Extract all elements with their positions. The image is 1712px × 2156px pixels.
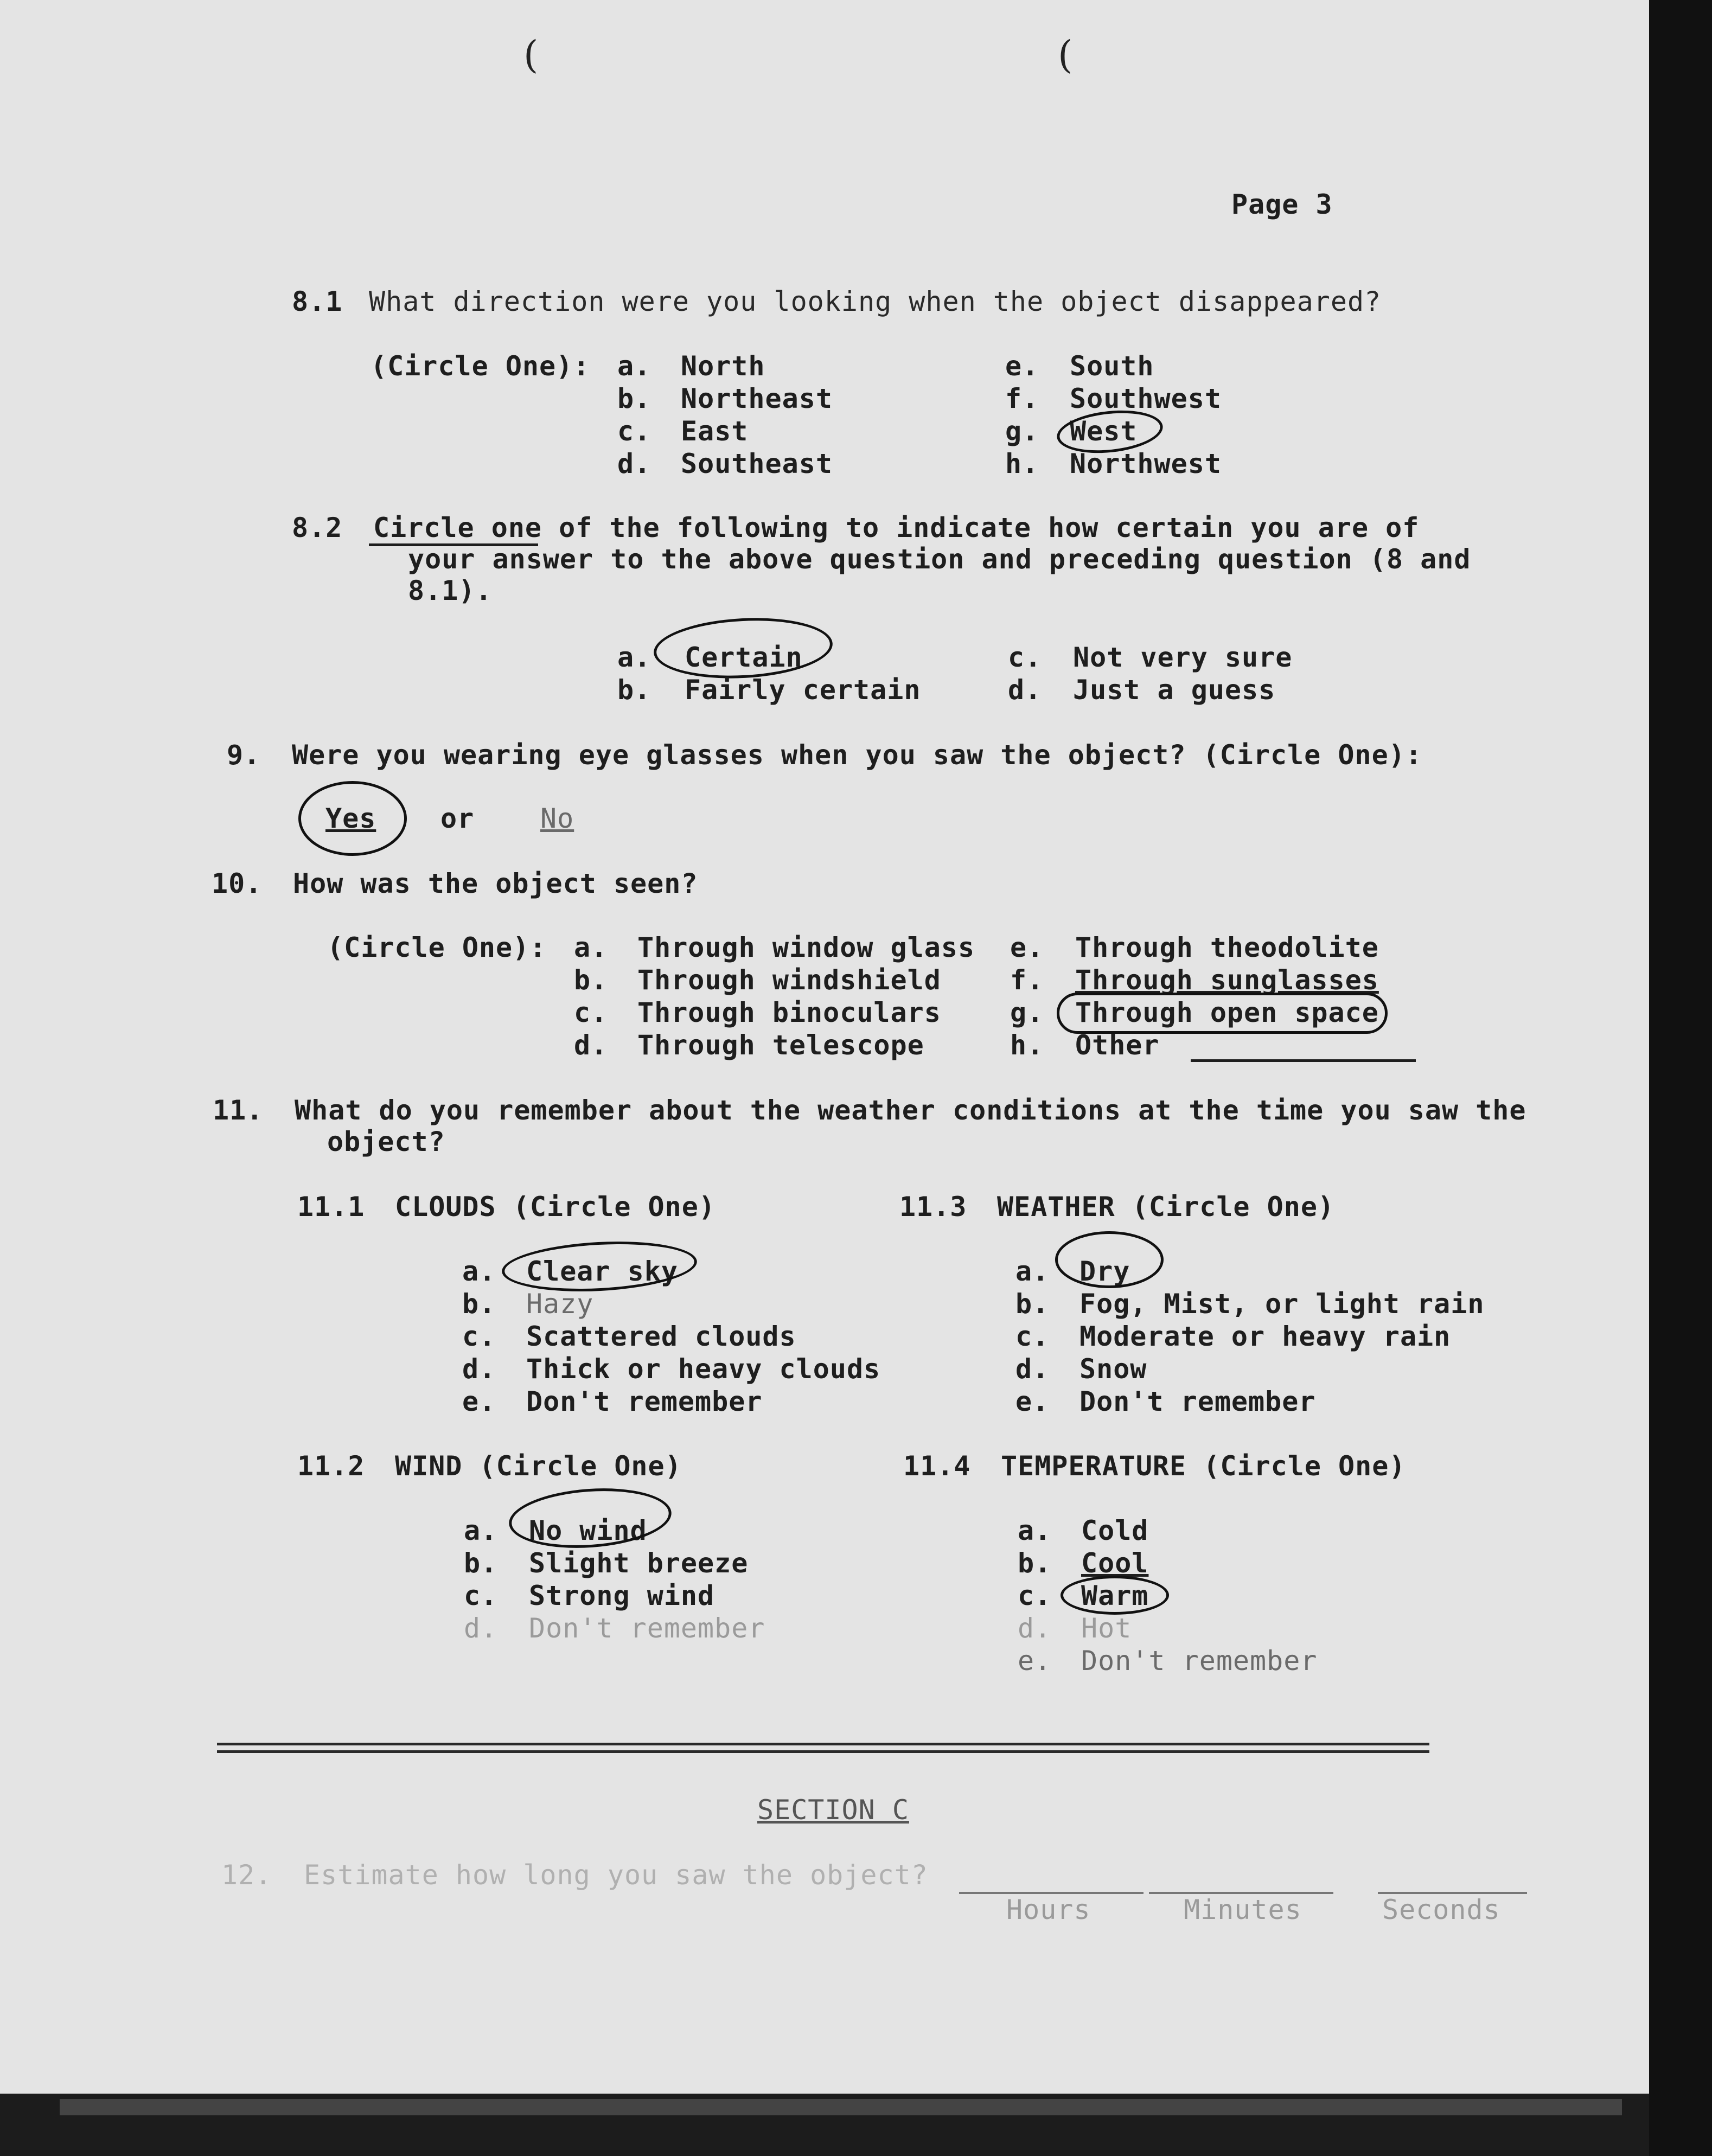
q11-1-selection-circle: [501, 1237, 698, 1296]
q10-h-text[interactable]: Other: [1075, 1029, 1160, 1061]
q10-d-text[interactable]: Through telescope: [637, 1029, 924, 1061]
q11-4-a-text[interactable]: Cold: [1081, 1515, 1149, 1546]
q11-2-d-text[interactable]: Don't remember: [529, 1613, 765, 1644]
q8-1-c-letter: c.: [617, 415, 651, 447]
q11-2-d-letter: d.: [464, 1613, 498, 1644]
q8-1-instruction: (Circle One):: [370, 350, 590, 382]
q11-1-c-text[interactable]: Scattered clouds: [526, 1321, 796, 1352]
q10-e-letter: e.: [1010, 932, 1044, 963]
q11-3-d-letter: d.: [1015, 1353, 1050, 1385]
q11-3-d-text[interactable]: Snow: [1079, 1353, 1147, 1385]
q11-1-a-text[interactable]: Clear sky: [526, 1256, 678, 1287]
q10-f-letter: f.: [1010, 964, 1044, 996]
q9-selection-circle: [298, 781, 407, 856]
q11-4-title: TEMPERATURE (Circle One): [1001, 1450, 1406, 1482]
q11-2-b-text[interactable]: Slight breeze: [529, 1547, 749, 1579]
q8-2-b-text[interactable]: Fairly certain: [685, 674, 921, 706]
q9-no[interactable]: No: [540, 803, 574, 834]
q11-1-d-text[interactable]: Thick or heavy clouds: [526, 1353, 881, 1385]
scan-border-bottom: [60, 2099, 1622, 2115]
q8-1-d-text[interactable]: Southeast: [681, 448, 833, 479]
q11-4-selection-circle: [1061, 1576, 1169, 1615]
q8-1-e-text[interactable]: South: [1070, 350, 1154, 382]
q11-3-e-letter: e.: [1015, 1386, 1050, 1417]
q11-3-a-letter: a.: [1015, 1256, 1050, 1287]
q10-c-letter: c.: [574, 997, 608, 1028]
q10-c-text[interactable]: Through binoculars: [637, 997, 941, 1028]
q8-2-a-text[interactable]: Certain: [685, 642, 803, 673]
q10-h-letter: h.: [1010, 1029, 1044, 1061]
q10-e-text[interactable]: Through theodolite: [1075, 932, 1379, 963]
scan-mark-left: (: [523, 33, 539, 77]
q11-4-number: 11.4: [903, 1450, 971, 1482]
q11-3-b-text[interactable]: Fog, Mist, or light rain: [1079, 1288, 1485, 1320]
q11-2-b-letter: b.: [464, 1547, 498, 1579]
q8-1-f-letter: f.: [1005, 383, 1039, 414]
q8-1-number: 8.1: [292, 286, 343, 317]
q11-line1: What do you remember about the weather conditions at the time you saw the: [295, 1095, 1526, 1126]
q10-f-text[interactable]: Through sunglasses: [1075, 964, 1379, 996]
q11-line2: object?: [327, 1126, 445, 1157]
q11-3-selection-circle: [1055, 1231, 1164, 1288]
q11-4-e-letter: e.: [1018, 1645, 1052, 1677]
q10-b-text[interactable]: Through windshield: [637, 964, 941, 996]
q11-1-b-letter: b.: [462, 1288, 496, 1320]
q11-1-e-text[interactable]: Don't remember: [526, 1386, 763, 1417]
q11-number: 11.: [213, 1095, 264, 1126]
q12-number: 12.: [221, 1859, 272, 1891]
q10-selection-circle: [1057, 993, 1388, 1034]
q8-2-d-letter: d.: [1008, 674, 1042, 706]
q10-number: 10.: [212, 868, 263, 899]
q10-g-text[interactable]: Through open space: [1075, 997, 1379, 1028]
q11-1-title: CLOUDS (Circle One): [395, 1191, 716, 1223]
q8-2-number: 8.2: [292, 512, 343, 543]
q8-1-f-text[interactable]: Southwest: [1070, 383, 1222, 414]
q11-4-e-text[interactable]: Don't remember: [1081, 1645, 1318, 1677]
scan-mark-right: (: [1058, 33, 1073, 77]
q8-2-b-letter: b.: [617, 674, 651, 706]
q8-2-line3: 8.1).: [408, 575, 493, 606]
q8-2-a-letter: a.: [617, 642, 651, 673]
q9-yes[interactable]: Yes: [325, 803, 376, 834]
seconds-label: Seconds: [1382, 1894, 1500, 1925]
q10-d-letter: d.: [574, 1029, 608, 1061]
q11-3-b-letter: b.: [1015, 1288, 1050, 1320]
page-number: Page 3: [1231, 189, 1333, 220]
q8-1-g-text[interactable]: West: [1070, 415, 1138, 447]
q11-4-d-letter: d.: [1018, 1613, 1052, 1644]
q10-g-letter: g.: [1010, 997, 1044, 1028]
q11-1-d-letter: d.: [462, 1353, 496, 1385]
q8-2-selection-circle: [652, 613, 834, 682]
q11-3-title: WEATHER (Circle One): [997, 1191, 1335, 1223]
scan-border-right: [1649, 0, 1712, 2156]
hours-label: Hours: [1006, 1894, 1091, 1925]
q11-1-c-letter: c.: [462, 1321, 496, 1352]
q9-or: or: [440, 803, 475, 834]
q11-4-a-letter: a.: [1018, 1515, 1052, 1546]
q11-3-c-letter: c.: [1015, 1321, 1050, 1352]
q8-1-c-text[interactable]: East: [681, 415, 749, 447]
q11-2-c-text[interactable]: Strong wind: [529, 1580, 715, 1611]
q10-question: How was the object seen?: [293, 868, 698, 899]
q11-2-a-text[interactable]: No wind: [529, 1515, 647, 1546]
q8-1-question: What direction were you looking when the object disappeared?: [369, 286, 1382, 317]
q11-2-title: WIND (Circle One): [395, 1450, 682, 1482]
minutes-label: Minutes: [1184, 1894, 1302, 1925]
q11-4-b-text[interactable]: Cool: [1081, 1547, 1149, 1579]
q11-2-a-letter: a.: [464, 1515, 498, 1546]
q9-number: 9.: [227, 739, 261, 771]
q8-1-g-letter: g.: [1005, 415, 1039, 447]
q8-1-h-text[interactable]: Northwest: [1070, 448, 1222, 479]
q11-1-number: 11.1: [297, 1191, 365, 1223]
q9-question: Were you wearing eye glasses when you saw the object? (Circle One):: [292, 739, 1422, 771]
q8-1-b-letter: b.: [617, 383, 651, 414]
q8-1-a-text[interactable]: North: [681, 350, 765, 382]
q10-instruction: (Circle One):: [327, 932, 547, 963]
q11-3-e-text[interactable]: Don't remember: [1079, 1386, 1316, 1417]
q8-2-c-text[interactable]: Not very sure: [1073, 642, 1293, 673]
q11-3-number: 11.3: [899, 1191, 967, 1223]
q8-1-a-letter: a.: [617, 350, 651, 382]
q8-1-h-letter: h.: [1005, 448, 1039, 479]
q11-1-e-letter: e.: [462, 1386, 496, 1417]
q11-4-c-text[interactable]: Warm: [1081, 1580, 1149, 1611]
q10-a-text[interactable]: Through window glass: [637, 932, 975, 963]
q11-4-c-letter: c.: [1018, 1580, 1052, 1611]
q12-question: Estimate how long you saw the object?: [304, 1859, 928, 1891]
q8-2-c-letter: c.: [1008, 642, 1042, 673]
q8-2-line1: Circle one of the following to indicate how certain you are of: [373, 512, 1420, 543]
q11-3-c-text[interactable]: Moderate or heavy rain: [1079, 1321, 1451, 1352]
q11-4-b-letter: b.: [1018, 1547, 1052, 1579]
q10-other-blank[interactable]: [1191, 1059, 1416, 1062]
q11-1-b-text[interactable]: Hazy: [526, 1288, 594, 1320]
q8-1-b-text[interactable]: Northeast: [681, 383, 833, 414]
q11-4-d-text[interactable]: Hot: [1081, 1613, 1132, 1644]
q8-1-e-letter: e.: [1005, 350, 1039, 382]
section-divider-bottom: [217, 1750, 1429, 1753]
q10-b-letter: b.: [574, 964, 608, 996]
q10-a-letter: a.: [574, 932, 608, 963]
q11-3-a-text[interactable]: Dry: [1079, 1256, 1130, 1287]
section-divider-top: [217, 1743, 1429, 1745]
q8-2-d-text[interactable]: Just a guess: [1073, 674, 1276, 706]
q11-2-c-letter: c.: [464, 1580, 498, 1611]
q11-2-number: 11.2: [297, 1450, 365, 1482]
section-c-title: SECTION C: [757, 1794, 909, 1826]
q11-1-a-letter: a.: [462, 1256, 496, 1287]
q8-2-line2: your answer to the above question and preceding question (8 and: [408, 543, 1471, 575]
q8-1-d-letter: d.: [617, 448, 651, 479]
